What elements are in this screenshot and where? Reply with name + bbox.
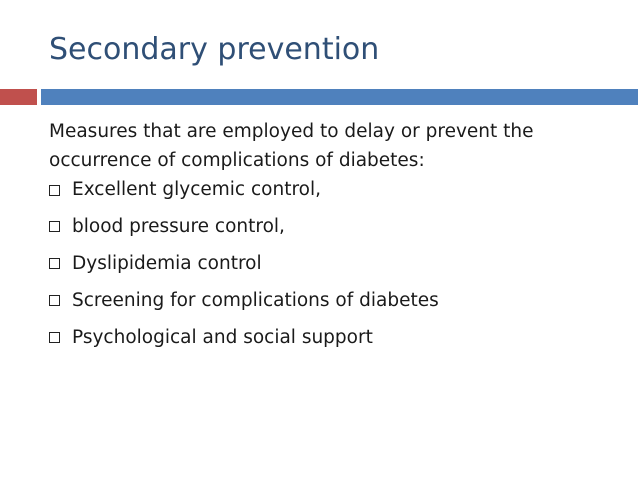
bullet-text: blood pressure control,	[72, 216, 285, 237]
slide-body	[49, 117, 624, 356]
bullet-item	[49, 319, 624, 356]
intro-text: Measures that are employed to delay or prevent the occurrence of complications of diabetes:	[49, 121, 534, 171]
empty-square-bullet-icon	[49, 332, 60, 343]
bullet-text: Screening for complications of diabetes	[72, 290, 439, 311]
empty-square-bullet-icon	[49, 258, 60, 269]
slide-title: Secondary prevention	[49, 32, 380, 67]
title-accent-bar-right	[41, 89, 638, 105]
bullet-text: Dyslipidemia control	[72, 253, 262, 274]
empty-square-bullet-icon	[49, 295, 60, 306]
bullet-item	[49, 175, 624, 208]
bullet-text: Psychological and social support	[72, 327, 373, 348]
bullet-list	[49, 175, 624, 356]
empty-square-bullet-icon	[49, 221, 60, 232]
title-accent-bar-left	[0, 89, 37, 105]
bullet-item	[49, 245, 624, 282]
bullet-item	[49, 208, 624, 245]
empty-square-bullet-icon	[49, 185, 60, 196]
bullet-item	[49, 282, 624, 319]
bullet-text: Excellent glycemic control,	[72, 179, 321, 200]
